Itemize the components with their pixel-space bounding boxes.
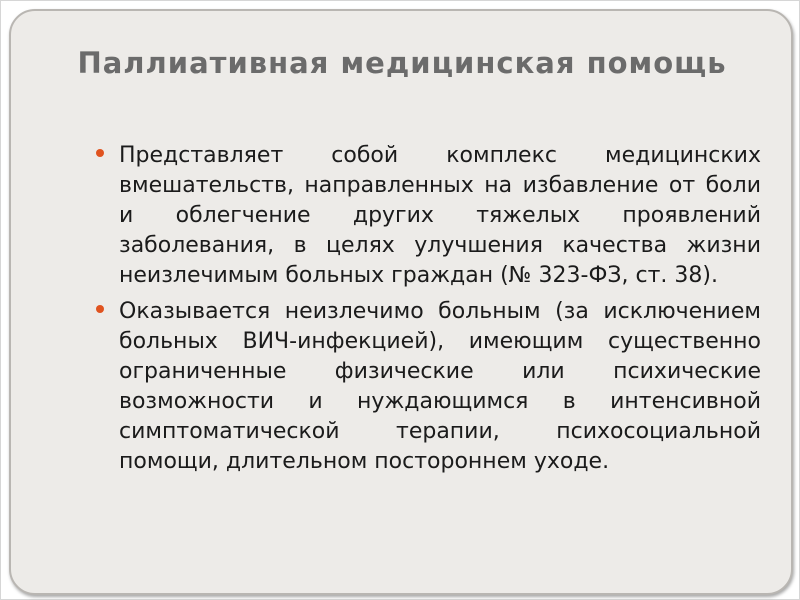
bullet-item — [93, 297, 761, 477]
bullet-dot-icon — [96, 149, 104, 157]
slide-title: Паллиативная медицинская помощь — [77, 46, 727, 80]
bullet-list — [93, 141, 761, 483]
bullet-item — [93, 141, 761, 291]
slide-card — [9, 9, 793, 595]
bullet-dot-icon — [96, 305, 104, 313]
bullet-text: Оказывается неизлечимо больным (за исключением больных ВИЧ-инфекцией), имеющим существенно ограниченные физические или психические возможности и нуждающимся в интенсивной симптоматической терапии, психосоциальной помощи, длительном постороннем уходе. — [119, 299, 761, 474]
bullet-text: Представляет собой комплекс медицинских вмешательств, направленных на избавление от боли и облегчение других тяжелых проявлений заболевания, в целях улучшения качества жизни неизлечимым больных граждан (№ 323-ФЗ, ст. 38). — [119, 143, 761, 288]
